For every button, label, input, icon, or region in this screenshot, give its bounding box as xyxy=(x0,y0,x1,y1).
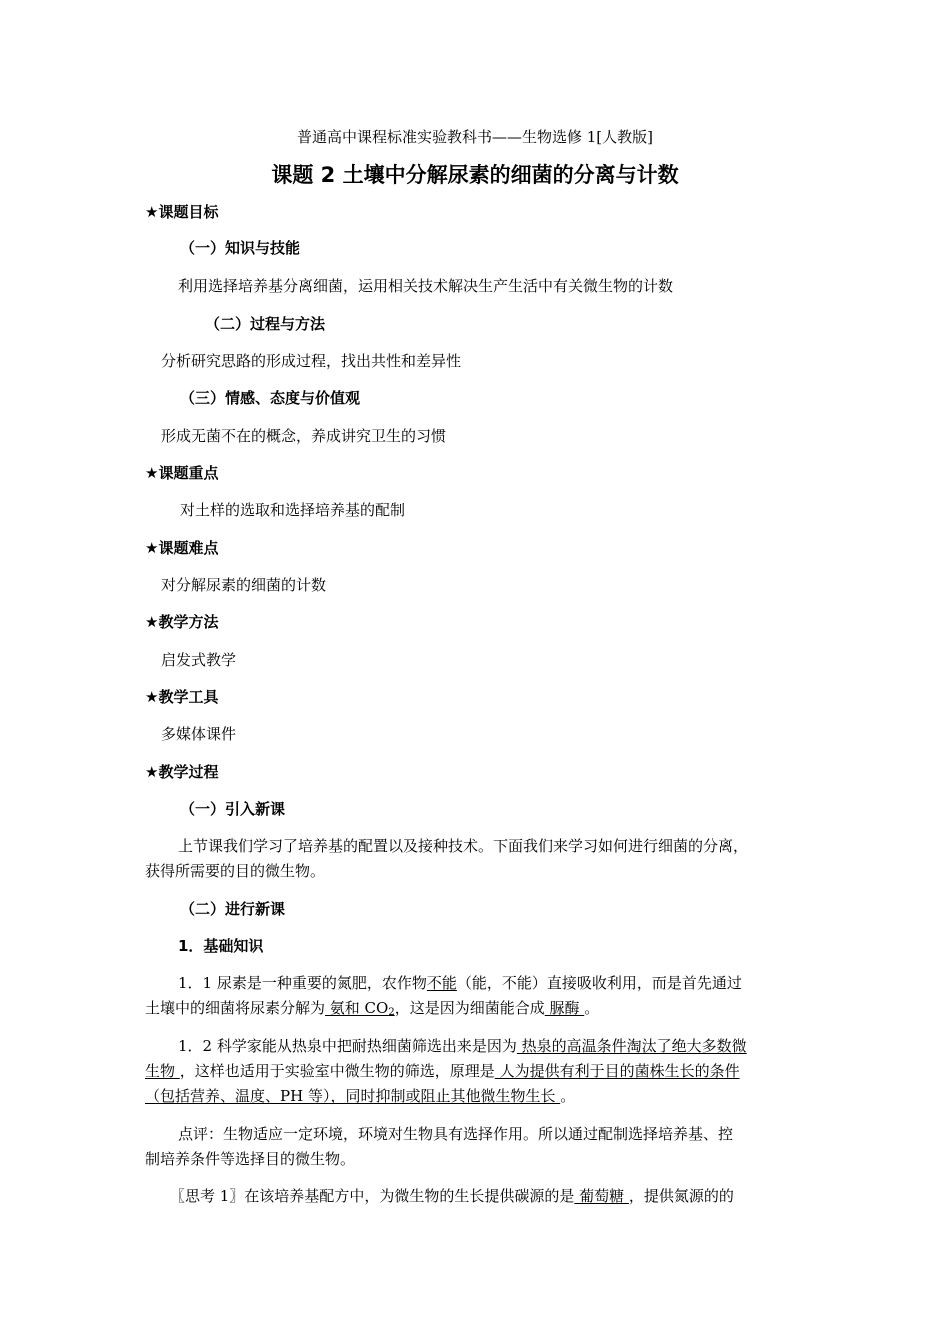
p11-text-h: 。 xyxy=(584,999,600,1017)
goal3-heading: （三）情感、态度与价值观 xyxy=(180,389,361,407)
intro-heading: （一）引入新课 xyxy=(180,800,286,818)
comment-line-2: 制培养条件等选择目的微生物。 xyxy=(145,1150,356,1168)
think-1-line xyxy=(170,1186,734,1206)
basic-knowledge-heading: 1．基础知识 xyxy=(178,937,264,955)
goal3-text: 形成无菌不在的概念，养成讲究卫生的习惯 xyxy=(161,427,447,445)
p12-answer-1-part-2: 生物 xyxy=(145,1062,180,1080)
p11-answer-urease: 脲酶 xyxy=(544,999,585,1017)
p11-answer-ammonia-text: 氨和 CO xyxy=(325,999,389,1017)
goal2-text: 分析研究思路的形成过程，找出共性和差异性 xyxy=(161,352,462,370)
difficulty-text: 对分解尿素的细菌的计数 xyxy=(161,576,327,594)
method-text: 启发式教学 xyxy=(161,651,237,669)
intro-line-1: 上节课我们学习了培养基的配置以及接种技术。下面我们来学习如何进行细菌的分离， xyxy=(178,837,749,855)
paragraph-1-1-line-1 xyxy=(178,973,742,993)
p11-answer-ammonia xyxy=(325,999,395,1017)
think-text-c: ，提供氮源的的 xyxy=(628,1187,734,1205)
p11-text-c: （能，不能）直接吸收利用，而是首先通过 xyxy=(456,974,742,992)
paragraph-1-2-line-1 xyxy=(178,1036,747,1056)
intro-line-2: 获得所需要的目的微生物。 xyxy=(145,862,326,880)
p12-answer-2-part-2: （包括营养、温度、PH 等），同时抑制或阻止其他微生物生长 xyxy=(145,1087,561,1105)
key-text: 对土样的选取和选择培养基的配制 xyxy=(180,501,406,519)
think-text-a: 〖思考 1〗在该培养基配方中，为微生物的生长提供碳源的是 xyxy=(170,1187,575,1205)
method-heading: ★教学方法 xyxy=(145,613,219,631)
think-answer-glucose: 葡萄糖 xyxy=(574,1187,629,1205)
p11-answer-ammonia-sub: 2 xyxy=(388,1007,395,1018)
process-heading: ★教学过程 xyxy=(145,763,219,781)
difficulty-heading: ★课题难点 xyxy=(145,539,219,557)
goal-heading: ★课题目标 xyxy=(145,203,219,221)
book-subtitle: 普通高中课程标准实验教科书——生物选修 1[人教版] xyxy=(296,128,654,146)
p11-text-f: ，这是因为细菌能合成 xyxy=(394,999,545,1017)
p11-text-d: 土壤中的细菌将尿素分解为 xyxy=(145,999,326,1017)
page-title: 课题 2 土壤中分解尿素的细菌的分离与计数 xyxy=(271,163,679,187)
tool-heading: ★教学工具 xyxy=(145,688,219,706)
p12-text-g: 。 xyxy=(560,1087,576,1105)
comment-line-1: 点评：生物适应一定环境，环境对生物具有选择作用。所以通过配制选择培养基、控 xyxy=(178,1125,734,1143)
tool-text: 多媒体课件 xyxy=(161,725,237,743)
goal1-text: 利用选择培养基分离细菌，运用相关技术解决生产生活中有关微生物的计数 xyxy=(178,277,674,295)
p12-answer-1-part-1: 热泉的高温条件淘汰了绝大多数微 xyxy=(516,1037,747,1055)
paragraph-1-1-line-2 xyxy=(145,998,599,1018)
goal2-heading: （二）过程与方法 xyxy=(205,315,326,333)
paragraph-1-2-line-2 xyxy=(145,1061,740,1081)
goal1-heading: （一）知识与技能 xyxy=(180,239,301,257)
new-lesson-heading: （二）进行新课 xyxy=(180,900,286,918)
p12-text-a: 1．2 科学家能从热泉中把耐热细菌筛选出来是因为 xyxy=(178,1037,517,1055)
p12-answer-2-part-1: 人为提供有利于目的菌株生长的条件 xyxy=(494,1062,740,1080)
p12-text-d: ，这样也适用于实验室中微生物的筛选，原理是 xyxy=(179,1062,495,1080)
key-heading: ★课题重点 xyxy=(145,464,219,482)
p11-answer-cannot: 不能 xyxy=(426,974,457,992)
paragraph-1-2-line-3 xyxy=(145,1086,575,1106)
p11-text-a: 1．1 尿素是一种重要的氮肥，农作物 xyxy=(178,974,427,992)
